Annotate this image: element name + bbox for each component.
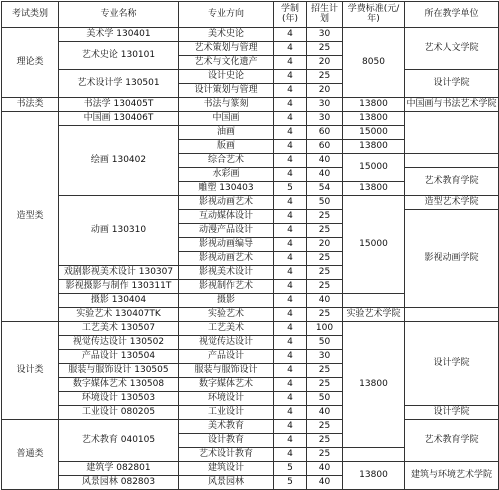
table-row — [2, 98, 499, 112]
header-major: 专业名称 — [59, 2, 179, 28]
table-cell: 4 — [274, 84, 307, 98]
table-cell: 25 — [307, 42, 343, 56]
table-cell: 4 — [274, 420, 307, 434]
table-cell: 13800 — [343, 322, 405, 448]
table-cell: 工业设计 080205 — [59, 406, 179, 420]
table-cell: 5 — [274, 182, 307, 196]
table-cell: 风景园林 082803 — [59, 476, 179, 490]
table-cell: 4 — [274, 196, 307, 210]
table-cell: 4 — [274, 238, 307, 252]
table-cell: 20 — [307, 238, 343, 252]
table-cell: 工业设计 — [179, 406, 274, 420]
table-cell: 4 — [274, 140, 307, 154]
table-cell: 艺术教育 040105 — [59, 420, 179, 462]
table-cell: 25 — [307, 420, 343, 434]
table-cell: 4 — [274, 154, 307, 168]
table-cell: 4 — [274, 210, 307, 224]
table-cell: 版画 — [179, 140, 274, 154]
table-cell: 50 — [307, 336, 343, 350]
table-cell: 54 — [307, 182, 343, 196]
table-cell: 艺术设计教育 — [179, 448, 274, 462]
table-cell: 美术学 130401 — [59, 28, 179, 42]
table-cell: 30 — [307, 350, 343, 364]
table-cell: 数字媒体艺术 130508 — [59, 378, 179, 392]
table-cell: 建筑学 082801 — [59, 462, 179, 476]
table-cell: 13800 — [343, 140, 405, 154]
table-cell: 15000 — [343, 196, 405, 294]
table-body — [2, 28, 499, 490]
header-duration: 学制(年) — [274, 2, 307, 28]
table-cell: 实验艺术学院 — [343, 308, 405, 322]
table-cell: 设计策划与管理 — [179, 84, 274, 98]
table-cell: 综合艺术 — [179, 154, 274, 168]
table-cell: 13800 — [343, 462, 405, 490]
table-cell: 造型类 — [2, 112, 59, 322]
table-cell: 设计学院 — [405, 70, 499, 98]
admissions-table — [1, 1, 499, 490]
table-cell: 产品设计 — [179, 350, 274, 364]
table-cell: 13800 — [343, 112, 405, 126]
table-cell: 设计学院 — [405, 322, 499, 406]
table-cell: 50 — [307, 392, 343, 406]
table-cell: 25 — [307, 210, 343, 224]
table-cell: 影视制作艺术 — [179, 280, 274, 294]
table-cell: 15000 — [343, 154, 405, 182]
table-cell: 25 — [307, 448, 343, 462]
table-cell: 摄影 130404 — [59, 294, 179, 308]
table-cell: 影视动画编导 — [179, 238, 274, 252]
table-cell: 雕塑 130403 — [179, 182, 274, 196]
table-row — [2, 196, 499, 210]
table-cell: 工艺美术 130507 — [59, 322, 179, 336]
table-cell: 15000 — [343, 126, 405, 140]
table-cell: 4 — [274, 378, 307, 392]
table-cell: 60 — [307, 140, 343, 154]
table-cell: 水彩画 — [179, 168, 274, 182]
table-cell: 书法类 — [2, 98, 59, 112]
table-cell: 影视美术设计 — [179, 266, 274, 280]
table-cell: 20 — [307, 84, 343, 98]
table-cell: 美术教育 — [179, 420, 274, 434]
table-cell: 30 — [307, 28, 343, 42]
table-cell: 4 — [274, 70, 307, 84]
table-cell: 互动媒体设计 — [179, 210, 274, 224]
table-cell: 理论类 — [2, 28, 59, 98]
table-row — [2, 322, 499, 336]
table-row — [2, 462, 499, 476]
table-cell: 4 — [274, 448, 307, 462]
table-cell: 4 — [274, 364, 307, 378]
table-cell: 40 — [307, 168, 343, 182]
table-cell: 建筑与环境艺术学院 — [405, 462, 499, 490]
table-row — [2, 308, 499, 322]
table-cell: 书法与篆刻 — [179, 98, 274, 112]
table-row — [2, 420, 499, 434]
table-row — [2, 406, 499, 420]
header-direction: 专业方向 — [179, 2, 274, 28]
table-cell: 4 — [274, 224, 307, 238]
table-cell: 4 — [274, 112, 307, 126]
table-cell: 4 — [274, 322, 307, 336]
table-cell: 5 — [274, 462, 307, 476]
table-cell: 4 — [274, 336, 307, 350]
table-cell: 视觉传达设计 — [179, 336, 274, 350]
table-cell: 4 — [274, 168, 307, 182]
table-cell: 实验艺术 — [179, 308, 274, 322]
table-cell: 4 — [274, 406, 307, 420]
table-cell: 5 — [274, 476, 307, 490]
table-cell: 40 — [307, 294, 343, 308]
table-cell: 影视动画艺术 — [179, 252, 274, 266]
table-cell: 30 — [307, 112, 343, 126]
header-quota: 招生计划 — [307, 2, 343, 28]
table-cell: 建筑设计 — [179, 462, 274, 476]
table-cell: 艺术史论 130101 — [59, 42, 179, 70]
table-cell: 40 — [307, 476, 343, 490]
table-cell: 实验艺术 130407TK — [59, 308, 179, 322]
table-cell: 40 — [307, 154, 343, 168]
table-cell: 25 — [307, 364, 343, 378]
header-fee: 学费标准(元/年) — [343, 2, 405, 28]
table-cell: 4 — [274, 42, 307, 56]
table-row — [2, 70, 499, 84]
table-cell: 服装与服饰设计 — [179, 364, 274, 378]
header-college: 所在教学单位 — [405, 2, 499, 28]
table-cell: 影视动画艺术 — [179, 196, 274, 210]
table-cell: 40 — [307, 406, 343, 420]
table-cell: 油画 — [179, 126, 274, 140]
table-cell: 戏剧影视美术设计 130307 — [59, 266, 179, 280]
table-cell: 造型艺术学院 — [405, 196, 499, 210]
table-cell: 4 — [274, 392, 307, 406]
table-cell: 中国画与书法艺术学院 — [405, 98, 499, 112]
table-cell: 4 — [274, 308, 307, 322]
table-cell: 影视动画学院 — [405, 210, 499, 308]
table-cell: 艺术教育学院 — [405, 420, 499, 462]
table-cell: 产品设计 130504 — [59, 350, 179, 364]
table-cell: 4 — [274, 252, 307, 266]
table-cell: 25 — [307, 70, 343, 84]
table-row — [2, 112, 499, 126]
table-cell: 4 — [274, 266, 307, 280]
table-cell: 4 — [274, 434, 307, 448]
table-cell: 环境设计 — [179, 392, 274, 406]
table-cell: 25 — [307, 280, 343, 294]
table-cell: 4 — [274, 98, 307, 112]
table-cell: 中国画 130406T — [59, 112, 179, 126]
table-cell: 艺术教育学院 — [405, 168, 499, 196]
table-cell: 数字媒体艺术 — [179, 378, 274, 392]
table-cell: 设计史论 — [179, 70, 274, 84]
table-cell: 美术史论 — [179, 28, 274, 42]
table-cell: 25 — [307, 434, 343, 448]
table-cell: 4 — [274, 294, 307, 308]
table-cell: 25 — [307, 224, 343, 238]
table-cell: 动画 130310 — [59, 196, 179, 266]
table-cell: 环境设计 130503 — [59, 392, 179, 406]
table-cell: 4 — [274, 280, 307, 294]
table-cell: 风景园林 — [179, 476, 274, 490]
table-cell: 100 — [307, 322, 343, 336]
table-cell: 25 — [307, 252, 343, 266]
table-cell — [405, 112, 499, 154]
table-cell: 4 — [274, 28, 307, 42]
table-cell: 影视摄影与制作 130311T — [59, 280, 179, 294]
table-cell: 摄影 — [179, 294, 274, 308]
table-cell: 艺术设计学 130501 — [59, 70, 179, 98]
table-cell: 13800 — [343, 182, 405, 196]
table-cell: 25 — [307, 266, 343, 280]
table-cell: 动漫产品设计 — [179, 224, 274, 238]
table-cell: 书法学 130405T — [59, 98, 179, 112]
table-cell: 25 — [307, 378, 343, 392]
table-cell: 13800 — [343, 98, 405, 112]
table-cell: 4 — [274, 56, 307, 70]
table-cell: 视觉传达设计 130502 — [59, 336, 179, 350]
table-cell: 艺术策划与管理 — [179, 42, 274, 56]
table-cell: 4 — [274, 350, 307, 364]
table-cell: 设计教育 — [179, 434, 274, 448]
table-cell: 25 — [307, 308, 343, 322]
table-cell: 60 — [307, 126, 343, 140]
table-cell: 设计类 — [2, 322, 59, 420]
table-cell: 艺术人文学院 — [405, 28, 499, 70]
header-row — [2, 2, 499, 28]
table-cell: 50 — [307, 196, 343, 210]
table-cell: 艺术与文化遗产 — [179, 56, 274, 70]
table-cell: 30 — [307, 98, 343, 112]
table-cell: 8050 — [343, 28, 405, 98]
table-cell: 40 — [307, 462, 343, 476]
table-cell: 4 — [274, 126, 307, 140]
table-cell: 20 — [307, 56, 343, 70]
table-cell: 中国画 — [179, 112, 274, 126]
table-cell: 普通类 — [2, 420, 59, 490]
header-category: 考试类别 — [2, 2, 59, 28]
table-cell: 绘画 130402 — [59, 126, 179, 196]
table-cell: 服装与服饰设计 130505 — [59, 364, 179, 378]
table-row — [2, 28, 499, 42]
table-cell: 工艺美术 — [179, 322, 274, 336]
table-cell: 设计学院 — [405, 406, 499, 420]
